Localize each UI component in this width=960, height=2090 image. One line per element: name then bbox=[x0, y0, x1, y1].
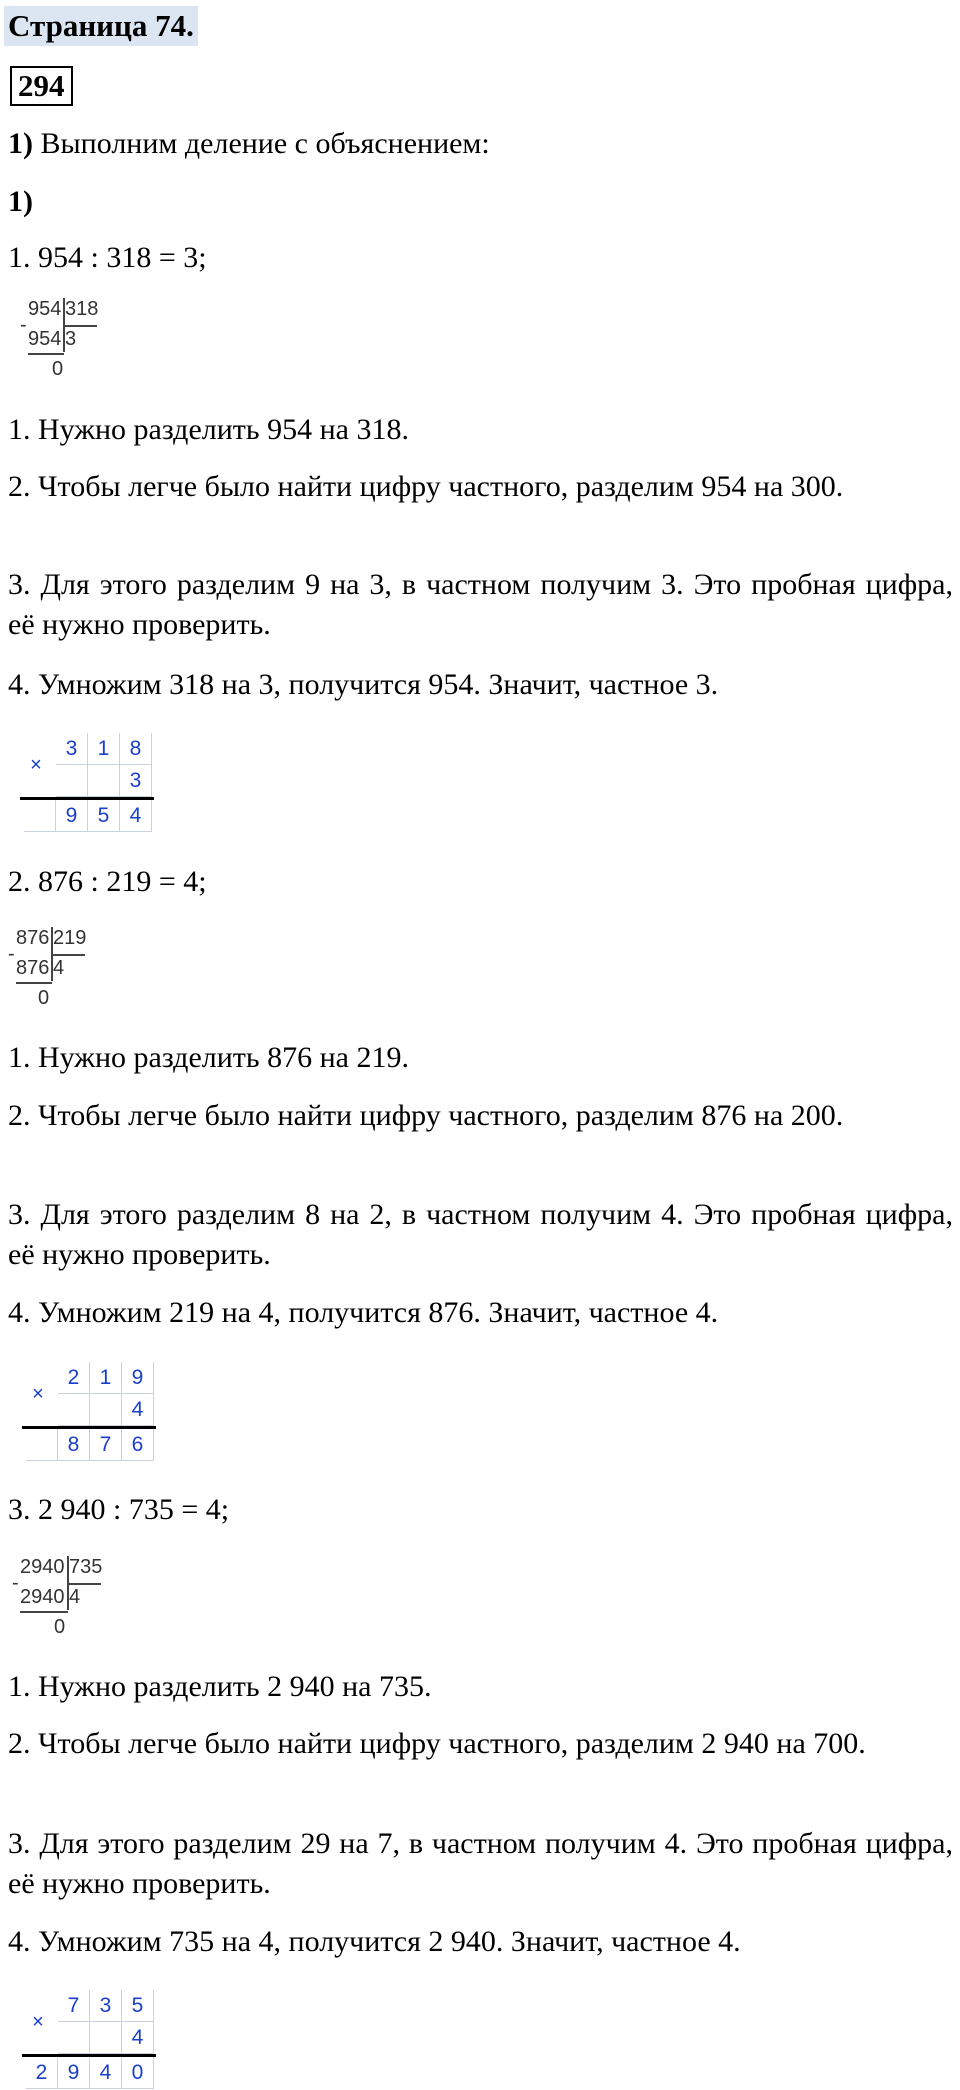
problem-1-step-1: 1. Нужно разделить 954 на 318. bbox=[8, 413, 409, 446]
multiply-sign: × bbox=[32, 1383, 44, 1405]
problem-3-long-division: 2940 735 - 2940 4 0 bbox=[12, 1556, 103, 1638]
mult-cell: 4 bbox=[122, 2022, 154, 2054]
multiply-sign: × bbox=[32, 2011, 44, 2033]
task-number: 294 bbox=[10, 66, 73, 106]
problem-2-step-4: 4. Умножим 219 на 4, получится 876. Значит, частное 4. bbox=[8, 1296, 719, 1329]
mult-cell: 5 bbox=[122, 1990, 154, 2022]
mult-cell: 0 bbox=[122, 2057, 154, 2089]
division-divisor: 735 bbox=[69, 1556, 103, 1578]
mult-cell bbox=[26, 1429, 58, 1461]
page-header: Страница 74. bbox=[4, 6, 198, 46]
problem-2-multiplication bbox=[22, 1362, 156, 1462]
mult-cell: 3 bbox=[120, 765, 152, 797]
mult-cell: 3 bbox=[90, 1990, 122, 2022]
problem-1-multiplication bbox=[20, 733, 154, 833]
mult-cell bbox=[90, 2022, 122, 2054]
division-quotient: 4 bbox=[69, 1586, 81, 1608]
problem-2-long-division: 876 219 - 876 4 0 bbox=[8, 927, 87, 1009]
division-dividend: 954 bbox=[28, 298, 62, 320]
division-subtrahend: 2940 bbox=[20, 1586, 65, 1608]
problem-2-step-3: 3. Для этого разделим 8 на 2, в частном получим 4. Это пробная цифра, её нужно проверить. bbox=[8, 1198, 953, 1271]
problem-3-multiplication bbox=[22, 1990, 156, 2090]
mult-cell: 8 bbox=[120, 733, 152, 765]
division-remainder: 0 bbox=[54, 1616, 66, 1638]
problem-1-step-2: 2. Чтобы легче было найти цифру частного, разделим 954 на 300. bbox=[8, 470, 844, 503]
division-subtrahend: 954 bbox=[28, 328, 62, 350]
mult-cell: 2 bbox=[26, 2057, 58, 2089]
division-divisor: 318 bbox=[65, 298, 99, 320]
intro-line bbox=[8, 124, 953, 164]
problem-2-step-2: 2. Чтобы легче было найти цифру частного, разделим 876 на 200. bbox=[8, 1099, 844, 1132]
problem-2-title: 2. 876 : 219 = 4; bbox=[8, 865, 207, 898]
mult-cell: 9 bbox=[56, 800, 88, 832]
mult-cell: 8 bbox=[58, 1429, 90, 1461]
division-quotient: 4 bbox=[53, 957, 65, 979]
division-divisor-line bbox=[51, 954, 85, 956]
mult-cell: 1 bbox=[90, 1362, 122, 1394]
division-remainder: 0 bbox=[52, 358, 64, 380]
mult-cell: 4 bbox=[90, 2057, 122, 2089]
mult-cell: 1 bbox=[88, 733, 120, 765]
division-divisor-line bbox=[67, 1583, 101, 1585]
intro-text: Выполним деление с объяснением: bbox=[40, 127, 490, 160]
mult-cell: 4 bbox=[122, 1394, 154, 1426]
problem-1-step-3: 3. Для этого разделим 9 на 3, в частном получим 3. Это пробная цифра, её нужно проверить. bbox=[8, 568, 953, 641]
mult-cell bbox=[56, 765, 88, 797]
intro-part-label: 1) bbox=[8, 127, 33, 160]
problem-1-step-4: 4. Умножим 318 на 3, получится 954. Значит, частное 3. bbox=[8, 668, 719, 701]
mult-cell: 3 bbox=[56, 733, 88, 765]
division-dividend: 876 bbox=[16, 927, 50, 949]
mult-cell: 4 bbox=[120, 800, 152, 832]
problem-1-title: 1. 954 : 318 = 3; bbox=[8, 241, 207, 274]
mult-cell: 9 bbox=[58, 2057, 90, 2089]
mult-cell: 7 bbox=[58, 1990, 90, 2022]
problem-3-step-3: 3. Для этого разделим 29 на 7, в частном получим 4. Это пробная цифра, её нужно проверить. bbox=[8, 1827, 953, 1900]
division-subtract-line bbox=[20, 1611, 68, 1613]
division-divisor-line bbox=[63, 325, 97, 327]
multiply-sign: × bbox=[30, 754, 42, 776]
mult-cell bbox=[58, 2022, 90, 2054]
division-quotient: 3 bbox=[65, 328, 77, 350]
division-subtract-line bbox=[28, 353, 64, 355]
mult-cell: 7 bbox=[90, 1429, 122, 1461]
problem-3-step-4: 4. Умножим 735 на 4, получится 2 940. Значит, частное 4. bbox=[8, 1925, 741, 1958]
problem-3-step-1: 1. Нужно разделить 2 940 на 735. bbox=[8, 1670, 432, 1703]
division-subtract-line bbox=[16, 982, 52, 984]
division-dividend: 2940 bbox=[20, 1556, 65, 1578]
mult-cell: 9 bbox=[122, 1362, 154, 1394]
division-divisor: 219 bbox=[53, 927, 87, 949]
mult-cell bbox=[88, 765, 120, 797]
problem-1-long-division: 954 318 - 954 3 0 bbox=[20, 298, 99, 380]
mult-cell: 5 bbox=[88, 800, 120, 832]
mult-cell: 2 bbox=[58, 1362, 90, 1394]
mult-cell: 6 bbox=[122, 1429, 154, 1461]
problem-3-title: 3. 2 940 : 735 = 4; bbox=[8, 1493, 230, 1526]
division-subtrahend: 876 bbox=[16, 957, 50, 979]
mult-cell bbox=[58, 1394, 90, 1426]
problem-3-step-2: 2. Чтобы легче было найти цифру частного, разделим 2 940 на 700. bbox=[8, 1727, 866, 1760]
part-label: 1) bbox=[8, 185, 33, 218]
mult-cell bbox=[24, 800, 56, 832]
problem-2-step-1: 1. Нужно разделить 876 на 219. bbox=[8, 1041, 409, 1074]
mult-cell bbox=[90, 1394, 122, 1426]
division-remainder: 0 bbox=[38, 987, 50, 1009]
